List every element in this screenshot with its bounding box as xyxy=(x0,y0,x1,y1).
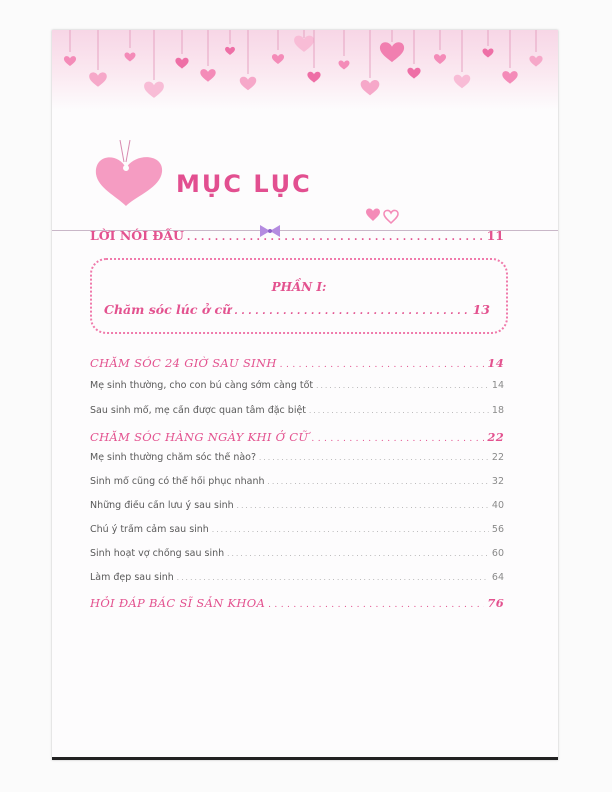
heart-tag-icon xyxy=(90,140,170,214)
toc-page-number: 56 xyxy=(491,524,504,535)
toc-item-label: Những điều cần lưu ý sau sinh xyxy=(90,500,234,511)
toc-page-number: 11 xyxy=(486,228,504,243)
toc-section-label: CHĂM SÓC 24 GIỜ SAU SINH xyxy=(90,356,277,370)
book-page xyxy=(52,30,558,760)
toc-item-label: Mẹ sinh thường, cho con bú càng sớm càng tốt xyxy=(90,380,314,391)
part-title: PHẦN I: xyxy=(271,280,327,294)
toc-section-label: HỎI ĐÁP BÁC SĨ SẢN KHOA xyxy=(90,596,266,610)
dot-leader xyxy=(280,360,485,370)
dot-leader xyxy=(311,434,484,444)
dot-leader xyxy=(268,600,484,610)
toc-item[interactable] xyxy=(90,452,504,463)
toc-item-label: Mẹ sinh thường chăm sóc thế nào? xyxy=(90,452,257,463)
toc-item-label: Làm đẹp sau sinh xyxy=(90,572,174,583)
toc-page-number: 14 xyxy=(487,356,504,370)
page-title: MỤC LỤC xyxy=(176,170,312,198)
toc-page-number: 64 xyxy=(491,572,504,583)
toc-page-number: 18 xyxy=(491,405,504,416)
toc-item[interactable] xyxy=(90,524,504,535)
toc-item-label: Chú ý trầm cảm sau sinh xyxy=(90,524,209,535)
hearts-header-banner xyxy=(52,30,558,110)
dot-leader xyxy=(259,454,489,462)
toc-item-label: Sinh hoạt vợ chồng sau sinh xyxy=(90,548,225,559)
hanging-hearts-icon xyxy=(52,30,558,110)
toc-section-label: CHĂM SÓC HÀNG NGÀY KHI Ở CỮ xyxy=(90,430,309,444)
toc-item-label: Sinh mổ cũng có thể hồi phục nhanh xyxy=(90,476,265,487)
toc-page-number: 40 xyxy=(491,500,504,511)
toc-page-number: 22 xyxy=(487,430,504,444)
dot-leader xyxy=(316,382,489,390)
toc-section-1[interactable] xyxy=(90,356,504,370)
toc-section-3[interactable] xyxy=(90,596,504,610)
toc-item[interactable] xyxy=(90,500,504,511)
toc-item-label: Sau sinh mổ, mẹ cần được quan tâm đặc biệt xyxy=(90,405,307,416)
toc-entry-preface[interactable] xyxy=(90,228,504,243)
dot-leader xyxy=(177,574,489,582)
dot-leader xyxy=(309,407,489,415)
dot-leader xyxy=(268,478,489,486)
toc-item[interactable] xyxy=(90,548,504,559)
toc-page-number: 32 xyxy=(491,476,504,487)
toc-entry-label: LỜI NÓI ĐẦU xyxy=(90,228,184,243)
toc-item[interactable] xyxy=(90,572,504,583)
dot-leader xyxy=(237,502,489,510)
toc-page-number: 60 xyxy=(491,548,504,559)
toc-item[interactable] xyxy=(90,476,504,487)
toc-entry-label: Chăm sóc lúc ở cữ xyxy=(104,302,232,317)
toc-entry-part-1[interactable] xyxy=(104,302,490,317)
toc-page-number: 22 xyxy=(491,452,504,463)
dot-leader xyxy=(187,232,484,243)
small-hearts-icon xyxy=(364,206,404,230)
part-box xyxy=(90,258,508,334)
toc-page-number: 14 xyxy=(491,380,504,391)
dot-leader xyxy=(227,550,489,558)
toc-item[interactable] xyxy=(90,380,504,391)
toc-item[interactable] xyxy=(90,405,504,416)
dot-leader xyxy=(212,526,489,534)
toc-page-number: 76 xyxy=(487,596,504,610)
toc-section-2[interactable] xyxy=(90,430,504,444)
toc-page-number: 13 xyxy=(472,302,490,317)
dot-leader xyxy=(234,306,469,317)
